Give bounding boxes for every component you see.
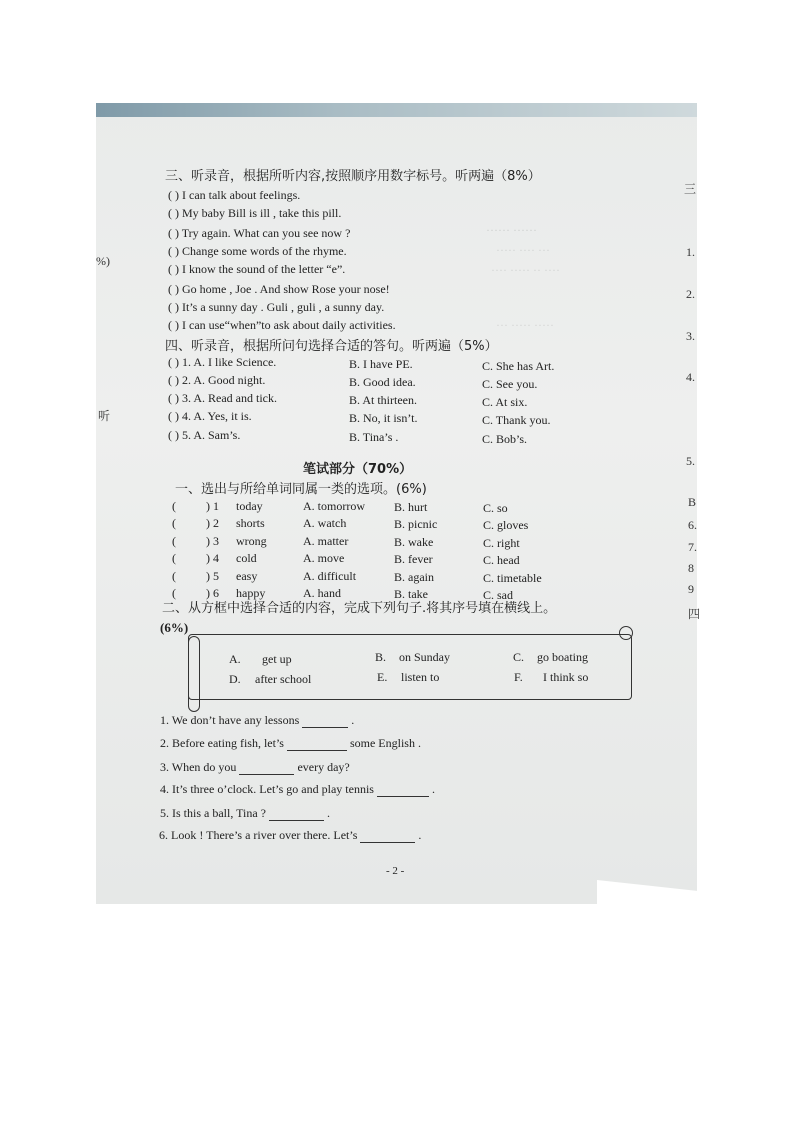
sentence-text: 1. We don’t have any lessons	[160, 713, 300, 727]
option-letter: E.	[377, 670, 388, 684]
sentence-text: .	[418, 828, 422, 842]
option-box-scroll-right	[619, 626, 633, 640]
part1-paren: (	[172, 551, 176, 565]
right-margin-mark: 6.	[688, 518, 697, 532]
section4-option-c: C. She has Art.	[482, 359, 555, 373]
part1-option-c: C. so	[483, 501, 508, 515]
right-margin-mark: 三	[684, 182, 697, 196]
section4-option-c: C. Thank you.	[482, 413, 551, 427]
option-text: on Sunday	[399, 650, 450, 664]
right-margin-mark: 四	[688, 607, 701, 621]
part1-paren: (	[172, 586, 176, 600]
answer-blank[interactable]	[302, 713, 348, 728]
part1-option-b: B. wake	[394, 535, 434, 549]
section4-option-c: C. See you.	[482, 377, 538, 391]
sentence-text: every day?	[297, 760, 350, 774]
section4-option-a: ( ) 2. A. Good night.	[168, 373, 266, 387]
right-margin-mark: 9	[688, 582, 694, 596]
sentence-text: 4. It’s three o’clock. Let’s go and play tennis	[160, 782, 374, 796]
answer-blank[interactable]	[360, 828, 415, 843]
option-letter: A.	[229, 652, 241, 666]
part1-option-c: C. sad	[483, 588, 513, 602]
section3-item: ( ) Change some words of the rhyme.	[168, 244, 347, 258]
right-margin-mark: 8	[688, 561, 694, 575]
answer-blank[interactable]	[287, 736, 347, 751]
part2-sentence	[160, 806, 330, 821]
right-margin-mark: B	[688, 495, 697, 509]
part1-paren: (	[172, 499, 176, 513]
part1-number: ) 5	[206, 569, 219, 583]
option-letter: D.	[229, 672, 241, 686]
sentence-text: .	[351, 713, 355, 727]
sentence-text: some English .	[349, 736, 421, 750]
section3-item: ( ) I know the sound of the letter “e”.	[168, 262, 346, 276]
part1-option-a: A. matter	[303, 534, 349, 548]
part2-sentence	[159, 828, 421, 843]
section4-option-a: ( ) 3. A. Read and tick.	[168, 391, 277, 405]
part1-option-b: B. fever	[394, 552, 433, 566]
right-margin-mark: 5.	[686, 454, 695, 468]
option-text: I think so	[543, 670, 589, 684]
part1-option-c: C. timetable	[483, 571, 542, 585]
right-margin-mark: 4.	[686, 370, 695, 384]
answer-blank[interactable]	[269, 806, 324, 821]
section4-option-a: ( ) 4. A. Yes, it is.	[168, 409, 252, 423]
part2-sentence	[160, 736, 421, 751]
part1-number: ) 2	[206, 516, 219, 530]
section4-title: 四、听录音，根据所问句选择合适的答句。听两遍（5%）	[165, 339, 498, 354]
photo-top-band	[96, 103, 697, 117]
part1-title: 一、选出与所给单词同属一类的选项。(6%)	[175, 482, 427, 497]
section4-option-a: ( ) 1. A. I like Science.	[168, 355, 277, 369]
section3-title: 三、听录音，根据所听内容,按照顺序用数字标号。听两遍（8%）	[165, 169, 541, 184]
part2-title: 二、从方框中选择合适的内容，完成下列句子.将其序号填在横线上。	[162, 601, 557, 616]
section4-option-b: B. I have PE.	[349, 357, 413, 371]
part1-option-c: C. gloves	[483, 518, 529, 532]
part2-sentence	[160, 760, 350, 775]
section4-option-b: B. No, it isn’t.	[349, 411, 418, 425]
show-through-text: ··· ····· ·····	[496, 318, 554, 332]
part1-word: happy	[236, 586, 266, 600]
right-margin-mark: 7.	[688, 540, 697, 554]
part1-option-c: C. head	[483, 553, 520, 567]
section4-option-c: C. At six.	[482, 395, 528, 409]
section3-item: ( ) It’s a sunny day . Guli , guli , a sunny day.	[168, 300, 385, 314]
option-text: go boating	[537, 650, 588, 664]
option-letter: C.	[513, 650, 525, 664]
part2-sentence	[160, 713, 354, 728]
option-text: listen to	[401, 670, 440, 684]
part1-number: ) 1	[206, 499, 219, 513]
section4-option-b: B. At thirteen.	[349, 393, 417, 407]
part1-option-b: B. picnic	[394, 517, 438, 531]
margin-mark: %)	[96, 254, 110, 268]
part1-option-a: A. difficult	[303, 569, 357, 583]
sentence-text: .	[327, 806, 331, 820]
section3-item: ( ) Go home , Joe . And show Rose your nose!	[168, 282, 390, 296]
sentence-text: 2. Before eating fish, let’s	[160, 736, 284, 750]
part1-word: today	[236, 499, 263, 513]
margin-mark: 听	[98, 409, 111, 423]
part1-word: wrong	[236, 534, 267, 548]
part1-word: easy	[236, 569, 258, 583]
part1-word: shorts	[236, 516, 265, 530]
part2-percent: (6%)	[160, 620, 189, 635]
section3-item: ( ) My baby Bill is ill , take this pill.	[168, 206, 342, 220]
right-margin-mark: 3.	[686, 329, 695, 343]
section4-option-c: C. Bob’s.	[482, 432, 528, 446]
part1-option-a: A. watch	[303, 516, 347, 530]
option-letter: B.	[375, 650, 387, 664]
option-letter: F.	[514, 670, 523, 684]
part1-option-b: B. again	[394, 570, 434, 584]
right-margin-mark: 1.	[686, 245, 695, 259]
part1-option-b: B. hurt	[394, 500, 428, 514]
right-margin-mark: 2.	[686, 287, 695, 301]
section3-item: ( ) Try again. What can you see now ?	[168, 226, 351, 240]
show-through-text: ···· ····· ·· ····	[491, 263, 560, 277]
section3-item: ( ) I can use“when”to ask about daily activities.	[168, 318, 396, 332]
page-number: - 2 -	[386, 865, 405, 877]
part1-paren: (	[172, 534, 176, 548]
answer-blank[interactable]	[239, 760, 294, 775]
part1-paren: (	[172, 516, 176, 530]
part1-paren: (	[172, 569, 176, 583]
part1-option-c: C. right	[483, 536, 520, 550]
part1-word: cold	[236, 551, 257, 565]
option-box-scroll-left	[188, 636, 200, 712]
section4-option-a: ( ) 5. A. Sam’s.	[168, 428, 241, 442]
sentence-text: .	[431, 782, 435, 796]
part1-number: ) 6	[206, 586, 219, 600]
part1-option-b: B. take	[394, 587, 428, 601]
show-through-text: ····· ···· ···	[496, 243, 550, 257]
part1-option-a: A. hand	[303, 586, 341, 600]
part1-option-a: A. move	[303, 551, 345, 565]
part2-sentence	[160, 782, 435, 797]
section3-item: ( ) I can talk about feelings.	[168, 188, 301, 202]
sentence-text: 6. Look ! There’s a river over there. Let’s	[159, 828, 358, 842]
written-title: 笔试部分（70%）	[303, 462, 413, 477]
part1-number: ) 4	[206, 551, 219, 565]
part1-number: ) 3	[206, 534, 219, 548]
part1-option-a: A. tomorrow	[303, 499, 365, 513]
sentence-text: 5. Is this a ball, Tina ?	[160, 806, 267, 820]
option-box	[188, 634, 632, 700]
section4-option-b: B. Good idea.	[349, 375, 416, 389]
answer-blank[interactable]	[377, 782, 429, 797]
show-through-text: ······ ······	[486, 223, 537, 237]
option-text: after school	[255, 672, 312, 686]
section4-option-b: B. Tina’s .	[349, 430, 399, 444]
sentence-text: 3. When do you	[160, 760, 237, 774]
option-text: get up	[262, 652, 292, 666]
